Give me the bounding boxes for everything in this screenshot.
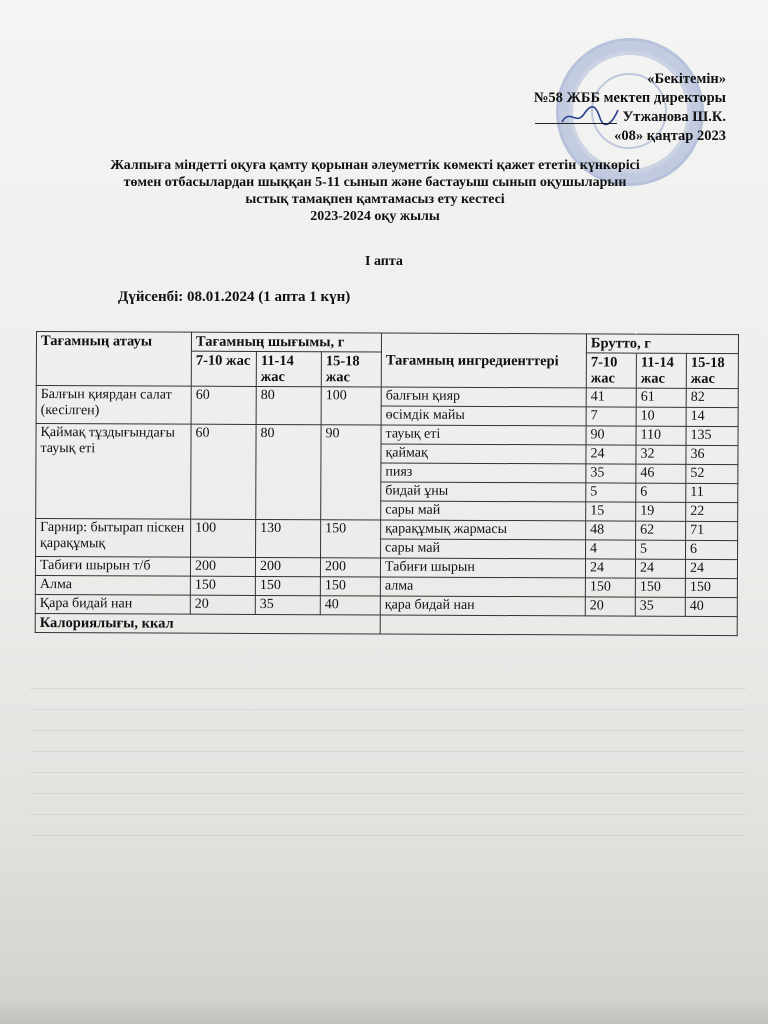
output-value: 35 xyxy=(255,595,320,614)
brutto-value: 35 xyxy=(635,597,685,616)
calories-row xyxy=(35,613,737,635)
dish-name: Қара бидай нан xyxy=(35,594,190,614)
output-value: 60 xyxy=(191,424,256,519)
header-age: 11-14 жас xyxy=(256,351,321,386)
dish-name: Гарнир: бытырап піскен қарақұмық xyxy=(36,519,191,558)
output-value: 150 xyxy=(255,576,320,595)
calories-label: Калориялығы, ккал xyxy=(35,613,380,634)
brutto-value: 20 xyxy=(585,597,635,616)
header-age: 11-14 жас xyxy=(636,353,686,388)
bleed-through-text xyxy=(30,668,746,848)
brutto-value: 24 xyxy=(635,559,685,578)
table-row xyxy=(36,519,738,541)
header-brutto: Брутто, г xyxy=(586,334,738,354)
brutto-value: 22 xyxy=(686,502,738,521)
dish-name: Қаймақ тұздығындағы тауық еті xyxy=(36,424,191,520)
brutto-value: 150 xyxy=(635,578,685,597)
output-value: 200 xyxy=(255,557,320,576)
header-age: 7-10 жас xyxy=(586,353,636,388)
day-heading: Дүйсенбі: 08.01.2024 (1 апта 1 күн) xyxy=(118,289,351,305)
brutto-value: 35 xyxy=(586,464,636,483)
menu-table xyxy=(35,331,739,636)
approval-date: «08» қаңтар 2023 xyxy=(614,128,726,144)
calories-value xyxy=(380,615,737,636)
ingredient-name: алма xyxy=(380,577,585,597)
brutto-value: 6 xyxy=(686,540,738,559)
brutto-value: 24 xyxy=(685,559,737,578)
output-value: 40 xyxy=(320,596,380,615)
output-value: 200 xyxy=(190,557,255,576)
brutto-value: 11 xyxy=(686,483,738,502)
ingredient-name: пияз xyxy=(381,463,586,483)
week-heading: I апта xyxy=(365,254,403,269)
approval-line: «Бекітемін» xyxy=(647,71,726,87)
brutto-value: 150 xyxy=(585,578,635,597)
dish-name: Табиғи шырын т/б xyxy=(35,557,190,577)
brutto-value: 48 xyxy=(586,521,636,540)
header-dish: Тағамның атауы xyxy=(36,332,191,387)
approval-block xyxy=(426,70,726,146)
output-value: 60 xyxy=(191,386,256,424)
brutto-value: 90 xyxy=(586,426,636,445)
output-value: 100 xyxy=(321,387,381,425)
output-value: 200 xyxy=(320,558,380,577)
brutto-value: 82 xyxy=(686,388,738,407)
output-value: 150 xyxy=(321,520,381,558)
brutto-value: 24 xyxy=(586,445,636,464)
ingredient-name: бидай ұны xyxy=(381,482,586,502)
director-name: Утжанова Ш.К. xyxy=(622,109,726,125)
brutto-value: 46 xyxy=(636,464,686,483)
table-row xyxy=(36,424,738,446)
output-value: 90 xyxy=(321,425,381,520)
ingredient-name: қара бидай нан xyxy=(380,596,585,616)
output-value: 150 xyxy=(190,576,255,595)
brutto-value: 19 xyxy=(636,502,686,521)
ingredient-name: қарақұмық жармасы xyxy=(381,520,586,540)
brutto-value: 15 xyxy=(586,502,636,521)
header-age: 7-10 жас xyxy=(191,351,256,386)
brutto-value: 4 xyxy=(586,540,636,559)
ingredient-name: өсімдік майы xyxy=(381,406,586,426)
document-title: Жалпыға міндетті оқуға қамту қорынан әлеуметтік көмекті қажет ететін күнкөрісі төмен отбасылардан шыққан 5-11 сынып және бастауыш сынып оқушыларын ыстық тамақпен қамтамасыз ету кестесі 2023-2024 оқу жылы xyxy=(110,158,640,224)
brutto-value: 71 xyxy=(686,521,738,540)
brutto-value: 32 xyxy=(636,445,686,464)
brutto-value: 40 xyxy=(685,597,737,616)
output-value: 150 xyxy=(320,577,380,596)
brutto-value: 150 xyxy=(685,578,737,597)
output-value: 20 xyxy=(190,595,255,614)
brutto-value: 5 xyxy=(636,540,686,559)
brutto-value: 36 xyxy=(686,445,738,464)
ingredient-name: Табиғи шырын xyxy=(380,558,585,578)
header-age: 15-18 жас xyxy=(321,352,381,387)
brutto-value: 110 xyxy=(636,426,686,445)
dish-name: Алма xyxy=(35,575,190,595)
output-value: 100 xyxy=(191,519,256,557)
header-ingredients: Тағамның ингредиенттері xyxy=(381,333,586,388)
brutto-value: 24 xyxy=(585,559,635,578)
ingredient-name: сары май xyxy=(381,501,586,521)
brutto-value: 5 xyxy=(586,483,636,502)
brutto-value: 41 xyxy=(586,388,636,407)
output-value: 80 xyxy=(256,386,321,424)
ingredient-name: сары май xyxy=(381,539,586,559)
brutto-value: 6 xyxy=(636,483,686,502)
header-output: Тағамның шығымы, г xyxy=(191,332,381,352)
brutto-value: 135 xyxy=(686,426,738,445)
approval-line: №58 ЖББ мектеп директоры xyxy=(533,90,726,106)
brutto-value: 62 xyxy=(636,521,686,540)
brutto-value: 10 xyxy=(636,407,686,426)
output-value: 80 xyxy=(256,424,321,519)
dish-name: Балғын қиярдан салат (кесілген) xyxy=(36,386,191,425)
page-shadow xyxy=(0,1000,768,1024)
table-row xyxy=(36,386,738,408)
brutto-value: 61 xyxy=(636,388,686,407)
header-age: 15-18 жас xyxy=(686,353,738,388)
ingredient-name: балғын қияр xyxy=(381,387,586,407)
output-value: 130 xyxy=(256,519,321,557)
brutto-value: 14 xyxy=(686,407,738,426)
ingredient-name: тауық еті xyxy=(381,425,586,445)
brutto-value: 7 xyxy=(586,407,636,426)
ingredient-name: қаймақ xyxy=(381,444,586,464)
brutto-value: 52 xyxy=(686,464,738,483)
